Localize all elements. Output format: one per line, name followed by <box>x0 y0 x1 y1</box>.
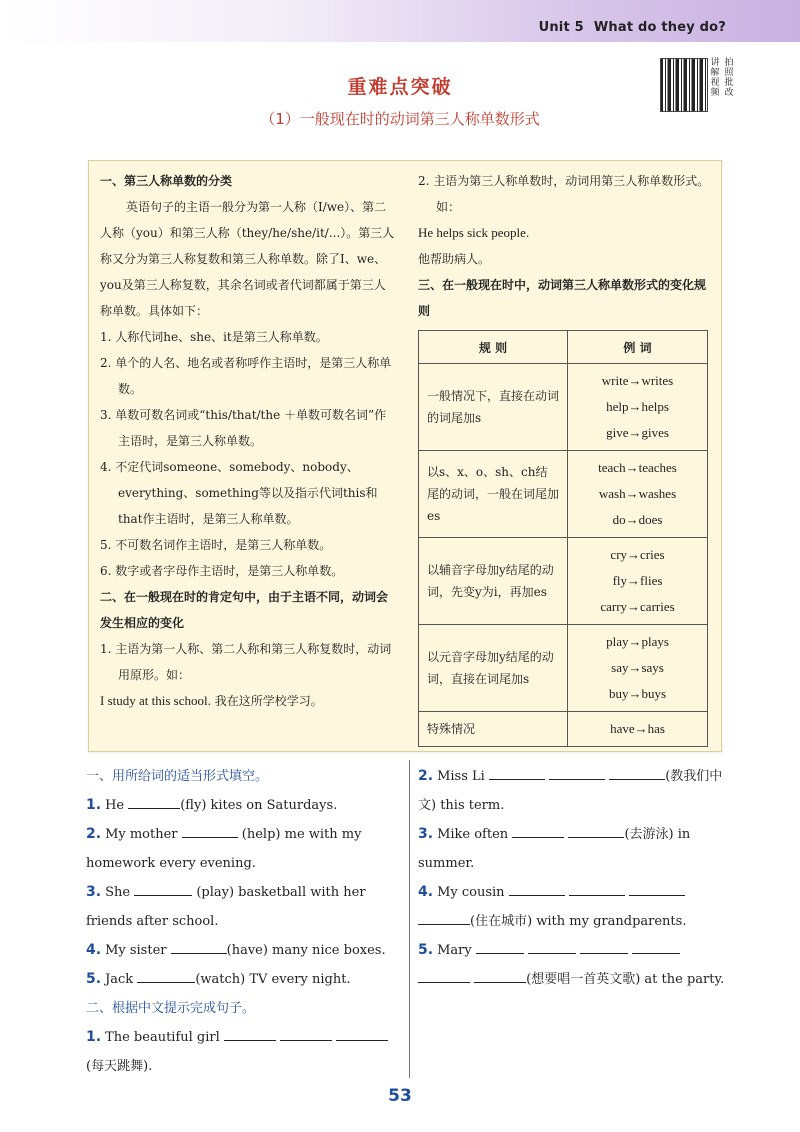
item-text: Jack <box>105 972 134 987</box>
rule-item: 1. 主语为第一人称、第二人称和第三人称复数时，动词用原形。如： <box>100 642 392 682</box>
item-number: 1. <box>86 797 102 813</box>
qr-caption-char: 改 <box>724 88 734 98</box>
example-sentence <box>100 688 396 714</box>
qr-caption-char: 拍 <box>724 58 734 68</box>
exercise-item <box>418 878 730 936</box>
section-heading-3: 三、在一般现在时中，动词第三人称单数形式的变化规则 <box>418 278 707 318</box>
qr-caption-char: 解 <box>710 68 720 78</box>
table-header-row <box>419 331 708 364</box>
answer-blank[interactable] <box>134 881 192 896</box>
example-word: fly→flies <box>612 573 663 588</box>
answer-blank[interactable] <box>128 794 180 809</box>
example-word: teach→teaches <box>598 460 677 475</box>
item-number: 2. <box>86 826 102 842</box>
page-subtitle: （1）一般现在时的动词第三人称单数形式 <box>260 110 540 128</box>
answer-blank[interactable] <box>528 939 576 954</box>
item-text: (教我们中文) this term. <box>418 769 723 813</box>
exercise-item <box>418 762 730 820</box>
example-word: give→gives <box>606 425 669 440</box>
example-cell <box>568 625 708 712</box>
rule-cell: 特殊情况 <box>419 712 568 747</box>
table-row <box>419 364 708 451</box>
item-number: 4. <box>86 942 102 958</box>
exercise-item <box>86 878 396 936</box>
rule-item: 6. 数字或者字母作主语时，是第三人称单数。 <box>100 564 344 578</box>
item-text: My cousin <box>437 885 505 900</box>
item-text: Mary <box>437 943 472 958</box>
example-word: have→has <box>610 721 665 736</box>
item-text: (have) many nice boxes. <box>226 943 386 958</box>
item-number: 3. <box>418 826 434 842</box>
exercise-section-2-title: 二、根据中文提示完成句子。 <box>86 1001 256 1016</box>
table-row <box>419 538 708 625</box>
rule-item: 2. 单个的人名、地名或者称呼作主语时，是第三人称单数。 <box>100 356 392 396</box>
column-divider <box>409 760 410 1078</box>
rule-cell: 以s、x、o、sh、ch结尾的动词，一般在词尾加es <box>419 451 568 538</box>
table-row <box>419 625 708 712</box>
item-number: 3. <box>86 884 102 900</box>
example-cn: 我在这所学校学习。 <box>214 694 323 708</box>
answer-blank[interactable] <box>549 765 605 780</box>
table-header: 规 则 <box>419 331 568 364</box>
item-text: (每天跳舞). <box>86 1059 153 1074</box>
unit-label: Unit 5 <box>538 20 584 35</box>
example-word: say→says <box>611 660 664 675</box>
answer-blank[interactable] <box>512 823 564 838</box>
example-word: write→writes <box>601 373 674 388</box>
item-text: Miss Li <box>437 769 485 784</box>
answer-blank[interactable] <box>569 881 625 896</box>
item-text: My mother <box>105 827 178 842</box>
example-cell <box>568 712 708 747</box>
example-word: buy→buys <box>608 686 667 701</box>
rule-cell: 一般情况下，直接在动词的词尾加s <box>419 364 568 451</box>
answer-blank[interactable] <box>418 968 470 983</box>
rules-table <box>418 330 708 747</box>
answer-blank[interactable] <box>580 939 628 954</box>
item-text: (住在城市) with my grandparents. <box>470 914 687 929</box>
rule-cell: 以元音字母加y结尾的动词，直接在词尾加s <box>419 625 568 712</box>
answer-blank[interactable] <box>182 823 238 838</box>
item-text: (去游泳) in summer. <box>418 827 691 871</box>
qr-caption-char: 批 <box>724 78 734 88</box>
example-cell <box>568 538 708 625</box>
example-en: I study at this school. <box>100 693 211 708</box>
answer-blank[interactable] <box>489 765 545 780</box>
item-text: (play) basketball with her friends after school. <box>86 885 366 929</box>
answer-blank[interactable] <box>418 910 470 925</box>
example-word: wash→washes <box>598 486 677 501</box>
qr-caption-char: 频 <box>710 88 720 98</box>
exercise-item <box>86 936 396 965</box>
answer-blank[interactable] <box>476 939 524 954</box>
answer-blank[interactable] <box>509 881 565 896</box>
qr-caption-char: 视 <box>710 78 720 88</box>
answer-blank[interactable] <box>336 1026 388 1041</box>
exercise-item <box>86 820 396 878</box>
item-number: 2. <box>418 768 434 784</box>
example-word: help→helps <box>606 399 669 414</box>
table-header: 例 词 <box>568 331 708 364</box>
item-text: He <box>105 798 125 813</box>
answer-blank[interactable] <box>632 939 680 954</box>
item-number: 4. <box>418 884 434 900</box>
answer-blank[interactable] <box>609 765 665 780</box>
answer-blank[interactable] <box>629 881 685 896</box>
item-number: 5. <box>418 942 434 958</box>
section-heading-1: 一、第三人称单数的分类 <box>100 174 233 188</box>
answer-blank[interactable] <box>568 823 624 838</box>
exercise-right-column <box>418 762 730 994</box>
item-number: 1. <box>86 1029 102 1045</box>
answer-blank[interactable] <box>474 968 526 983</box>
rule-item: 3. 单数可数名词或“this/that/the ＋单数可数名词”作主语时，是第三人称单数。 <box>100 408 387 448</box>
grammar-right-column <box>418 168 714 324</box>
exercise-item <box>86 1023 396 1081</box>
example-cell <box>568 364 708 451</box>
example-en: He helps sick people. <box>418 225 530 240</box>
exercise-item <box>86 965 396 994</box>
answer-blank[interactable] <box>137 968 195 983</box>
item-text: My sister <box>105 943 167 958</box>
page-title: 重难点突破 <box>347 76 453 98</box>
item-text: Mike often <box>437 827 509 842</box>
qr-caption-char: 讲 <box>710 58 720 68</box>
answer-blank[interactable] <box>171 939 227 954</box>
example-word: carry→carries <box>600 599 675 614</box>
exercise-item <box>418 936 730 994</box>
exercise-item <box>86 791 396 820</box>
exercise-item <box>418 820 730 878</box>
item-text: The beautiful girl <box>105 1030 220 1045</box>
table-row <box>419 451 708 538</box>
qr-caption-char: 照 <box>724 68 734 78</box>
item-text: (想要唱一首英文歌) at the party. <box>526 972 725 987</box>
rule-item: 4. 不定代词someone、somebody、nobody、everything、something等以及指示代词this和that作主语时，是第三人称单数。 <box>100 460 378 526</box>
example-word: cry→cries <box>610 547 665 562</box>
unit-topic: What do they do? <box>593 20 726 35</box>
section-heading-2: 二、在一般现在时的肯定句中，由于主语不同，动词会发生相应的变化 <box>100 590 389 630</box>
table-row <box>419 712 708 747</box>
page-number: 53 <box>388 1086 412 1106</box>
item-number: 5. <box>86 971 102 987</box>
rule-item: 5. 不可数名词作主语时，是第三人称单数。 <box>100 538 332 552</box>
answer-blank[interactable] <box>280 1026 332 1041</box>
rule-item: 2. 主语为第三人称单数时，动词用第三人称单数形式。如： <box>418 174 710 214</box>
exercise-left-column <box>86 762 396 1081</box>
example-word: play→plays <box>606 634 669 649</box>
grammar-left-column <box>100 168 396 714</box>
item-text: (fly) kites on Saturdays. <box>180 798 338 813</box>
item-text: She <box>105 885 131 900</box>
answer-blank[interactable] <box>224 1026 276 1041</box>
example-cn: 他帮助病人。 <box>418 252 491 266</box>
item-text: (watch) TV every night. <box>195 972 351 987</box>
rule-cell: 以辅音字母加y结尾的动词，先变y为i，再加es <box>419 538 568 625</box>
example-word: do→does <box>612 512 663 527</box>
item-text: (help) me with my homework every evening. <box>86 827 362 871</box>
unit-header <box>539 20 736 35</box>
paragraph-intro: 英语句子的主语一般分为第一人称（I/we）、第二人称（you）和第三人称（they/he/she/it/...）。第三人称又分为第三人称复数和第三人称单数。除了I、we、you及第三人称复数，其余名词或者代词都属于第三人称单数。具体如下： <box>100 200 395 318</box>
example-cell <box>568 451 708 538</box>
rule-item: 1. 人称代词he、she、it是第三人称单数。 <box>100 330 328 344</box>
exercise-section-1-title: 一、用所给词的适当形式填空。 <box>86 769 269 784</box>
